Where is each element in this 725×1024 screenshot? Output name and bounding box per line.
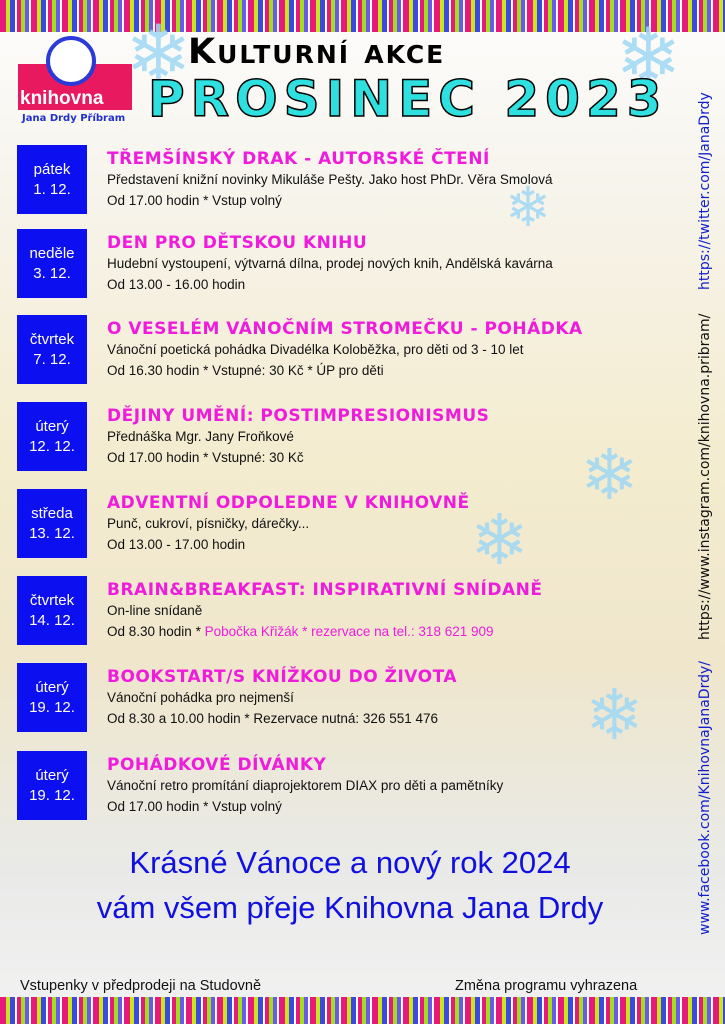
header-month: PROSINEC 2023 [148,70,668,128]
event-branch-note: Pobočka Křižák * rezervace na tel.: 318 621 909 [204,624,494,639]
event-day: středa [31,504,73,522]
event-date: 13. 12. [29,524,75,542]
greeting-line-1: Krásné Vánoce a nový rok 2024 [129,845,571,880]
event-day: čtvrtek [29,591,75,609]
event-time-text: Od 13.00 - 16.00 hodin [107,277,246,292]
event-item [107,580,542,642]
event-title: ADVENTNÍ ODPOLEDNE V KNIHOVNĚ [107,493,470,513]
event-day: čtvrtek [29,330,75,348]
event-item [107,493,470,555]
event-date-box [17,751,87,820]
event-time [107,534,470,555]
snowflake-icon: ❄ [470,499,529,581]
event-item [107,667,457,729]
event-day: úterý [35,766,69,784]
event-title: TŘEMŠÍNSKÝ DRAK - AUTORSKÉ ČTENÍ [107,149,490,169]
event-time-text: Od 16.30 hodin * Vstupné: 30 Kč * ÚP pro děti [107,363,384,378]
event-day: úterý [35,417,69,435]
event-date: 3. 12. [33,264,71,282]
event-title: DĚJINY UMĚNÍ: POSTIMPRESIONISMUS [107,406,490,426]
event-item [107,319,583,381]
flower-icon [46,36,96,86]
footer-disclaimer: Změna programu vyhrazena [455,978,638,994]
event-time-text: Od 17.00 hodin * Vstupné: 30 Kč [107,450,304,465]
event-date-box [17,663,87,732]
event-description: Hudební vystoupení, výtvarná dílna, prodej nových knih, Andělská kavárna [107,256,553,271]
event-item [107,406,489,468]
event-description: Vánoční retro promítání diaprojektorem DIAX pro děti a pamětníky [107,778,504,793]
event-date: 19. 12. [29,698,75,716]
event-time [107,621,542,642]
event-item [107,233,553,295]
event-day: neděle [29,244,75,262]
event-time-text: Od 13.00 - 17.00 hodin [107,537,246,552]
event-time-text: Od 17.00 hodin * Vstup volný [107,799,282,814]
event-title: POHÁDKOVÉ DÍVÁNKY [107,755,327,775]
event-title: BOOKSTART/S KNÍŽKOU DO ŽIVOTA [107,667,458,687]
snowflake-icon: ❄ [125,8,193,101]
event-date: 19. 12. [29,786,75,804]
logo-name: knihovna [20,88,104,109]
event-date: 7. 12. [33,350,71,368]
event-time-text: Od 8.30 hodin * [107,624,205,639]
event-day: úterý [35,678,69,696]
event-date-box [17,315,87,384]
event-date: 14. 12. [29,611,75,629]
greeting-line-2: vám všem přeje Knihovna Jana Drdy [96,890,604,925]
snowflake-icon: ❄ [615,11,683,104]
event-time-text: Od 8.30 a 10.00 hodin * Rezervace nutná: 326 551 476 [107,711,439,726]
event-title: BRAIN&BREAKFAST: INSPIRATIVNÍ SNÍDANĚ [107,580,543,600]
event-time [107,447,489,468]
library-logo [14,36,132,128]
event-item [107,755,503,817]
logo-subtitle: Jana Drdy Příbram [22,113,126,124]
event-time [107,796,503,817]
bottom-stripe-border [0,997,725,1024]
event-time [107,360,583,381]
event-description: Představení knižní novinky Mikuláše Pešty. Jako host PhDr. Věra Smolová [107,172,553,187]
event-title: DEN PRO DĚTSKOU KNIHU [107,233,368,253]
event-time [107,708,457,729]
header-title: Kulturní akce [188,32,446,72]
event-day: pátek [33,160,71,178]
snowflake-icon: ❄ [580,434,639,516]
event-date-box [17,229,87,298]
event-title: O VESELÉM VÁNOČNÍM STROMEČKU - POHÁDKA [107,319,583,339]
event-date-box [17,576,87,645]
event-description: Vánoční poetická pohádka Divadélka Koloběžka, pro děti od 3 - 10 let [107,342,524,357]
footer-tickets: Vstupenky v předprodeji na Studovně [20,978,262,994]
twitter-link[interactable]: https://twitter.com/JanaDrdy [697,92,713,290]
event-item [107,149,552,211]
event-description: Vánoční pohádka pro nejmenší [107,690,294,705]
event-description: On-line snídaně [107,603,203,618]
event-date: 12. 12. [29,437,75,455]
event-time-text: Od 17.00 hodin * Vstup volný [107,193,282,208]
event-date-box [17,145,87,214]
snowflake-icon: ❄ [585,674,644,756]
snowflake-icon: ❄ [505,175,552,239]
event-date-box [17,402,87,471]
event-description: Punč, cukroví, písničky, dárečky... [107,516,310,531]
event-date-box [17,489,87,558]
event-time [107,190,552,211]
event-date: 1. 12. [33,180,71,198]
facebook-link[interactable]: www.facebook.com/KnihovnaJanaDrdy/ [697,661,713,935]
event-description: Přednáška Mgr. Jany Froňkové [107,429,294,444]
event-time [107,274,553,295]
instagram-link[interactable]: https://www.instagram.com/knihovna.pribram/ [697,313,713,640]
